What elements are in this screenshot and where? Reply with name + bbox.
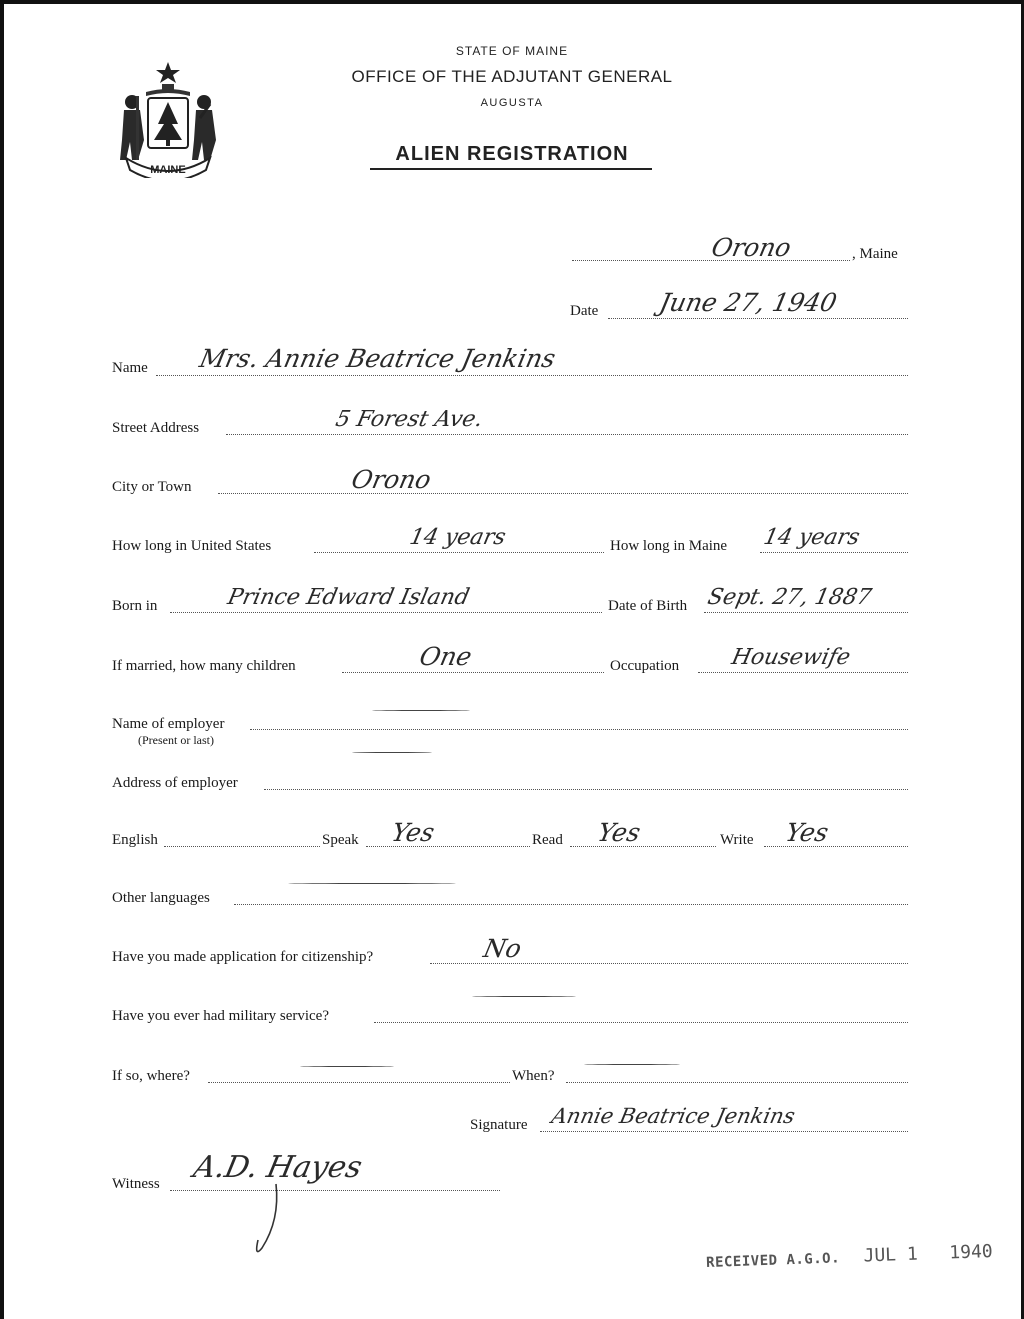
how-long-maine-line	[760, 552, 908, 553]
when-label: When?	[512, 1068, 555, 1084]
speak-label: Speak	[322, 832, 359, 848]
english-line-1	[164, 846, 320, 847]
name-label: Name	[112, 360, 148, 376]
children-value: One	[416, 642, 475, 671]
name-value: Mrs. Annie Beatrice Jenkins	[196, 344, 559, 373]
citizenship-line	[430, 963, 908, 964]
if-so-where-dash	[300, 1066, 394, 1067]
street-address-line	[226, 434, 908, 435]
title-underline	[370, 168, 652, 170]
occupation-line	[698, 672, 908, 673]
employer-blank-dash	[352, 752, 432, 753]
witness-flourish-icon	[250, 1180, 290, 1260]
if-so-where-line	[208, 1082, 510, 1083]
citizenship-label: Have you made application for citizenship?	[112, 949, 374, 965]
if-so-where-label: If so, where?	[112, 1068, 190, 1084]
town-value: Orono	[708, 233, 794, 262]
office-heading: OFFICE OF THE ADJUTANT GENERAL	[351, 67, 673, 86]
witness-label: Witness	[112, 1176, 160, 1192]
seal-banner-text: MAINE	[150, 164, 186, 176]
street-address-value: 5 Forest Ave.	[333, 407, 486, 432]
english-label: English	[112, 832, 158, 848]
state-heading: STATE OF MAINE	[455, 44, 569, 58]
write-label: Write	[720, 832, 754, 848]
stamp-date: JUL 1	[863, 1243, 919, 1267]
employer-name-label: Name of employer	[112, 716, 225, 732]
city-heading: AUGUSTA	[480, 97, 544, 109]
employer-address-line	[264, 789, 908, 790]
how-long-us-value: 14 years	[407, 525, 509, 550]
date-of-birth-value: Sept. 27, 1887	[705, 585, 874, 610]
date-value: June 27, 1940	[656, 288, 840, 317]
received-stamp	[706, 1241, 993, 1272]
city-value: Orono	[348, 465, 434, 494]
witness-line	[170, 1190, 500, 1191]
date-of-birth-line	[704, 612, 908, 613]
employer-address-label: Address of employer	[112, 775, 238, 791]
stamp-text: RECEIVED A.G.O.	[705, 1250, 841, 1271]
signature-line	[540, 1131, 908, 1132]
born-in-value: Prince Edward Island	[225, 585, 472, 610]
employer-name-line	[250, 729, 908, 730]
stamp-year: 1940	[948, 1241, 994, 1264]
employer-name-dash	[372, 710, 470, 711]
employer-name-sublabel: (Present or last)	[138, 733, 214, 747]
born-in-label: Born in	[112, 598, 158, 614]
occupation-value: Housewife	[729, 645, 853, 670]
state-seal-icon	[112, 60, 224, 178]
how-long-maine-label: How long in Maine	[610, 538, 728, 554]
military-label: Have you ever had military service?	[112, 1008, 329, 1024]
other-languages-dash	[288, 883, 456, 884]
date-line	[608, 318, 908, 319]
when-dash	[584, 1064, 680, 1065]
read-value: Yes	[594, 818, 644, 847]
read-label: Read	[532, 832, 563, 848]
read-line	[570, 846, 716, 847]
born-in-line	[170, 612, 602, 613]
military-dash	[472, 996, 576, 997]
scan-border-left	[0, 0, 4, 1319]
name-line	[156, 375, 908, 376]
write-value: Yes	[782, 818, 832, 847]
street-address-label: Street Address	[112, 420, 200, 436]
scan-border-top	[0, 0, 1024, 4]
speak-value: Yes	[388, 818, 438, 847]
how-long-us-line	[314, 552, 604, 553]
witness-value: A.D. Hayes	[190, 1150, 366, 1185]
signature-label: Signature	[470, 1117, 528, 1133]
how-long-maine-value: 14 years	[761, 525, 863, 550]
city-label: City or Town	[112, 479, 192, 495]
children-line	[342, 672, 604, 673]
town-suffix: , Maine	[852, 246, 898, 262]
children-label: If married, how many children	[112, 658, 296, 674]
other-languages-line	[234, 904, 908, 905]
citizenship-value: No	[480, 934, 525, 963]
how-long-us-label: How long in United States	[112, 538, 272, 554]
other-languages-label: Other languages	[112, 890, 210, 906]
form-title: ALIEN REGISTRATION	[395, 143, 629, 165]
date-of-birth-label: Date of Birth	[608, 598, 688, 614]
city-line	[218, 493, 908, 494]
date-label: Date	[570, 303, 599, 319]
when-line	[566, 1082, 908, 1083]
military-line	[374, 1022, 908, 1023]
signature-value: Annie Beatrice Jenkins	[549, 1104, 798, 1128]
occupation-label: Occupation	[610, 658, 680, 674]
